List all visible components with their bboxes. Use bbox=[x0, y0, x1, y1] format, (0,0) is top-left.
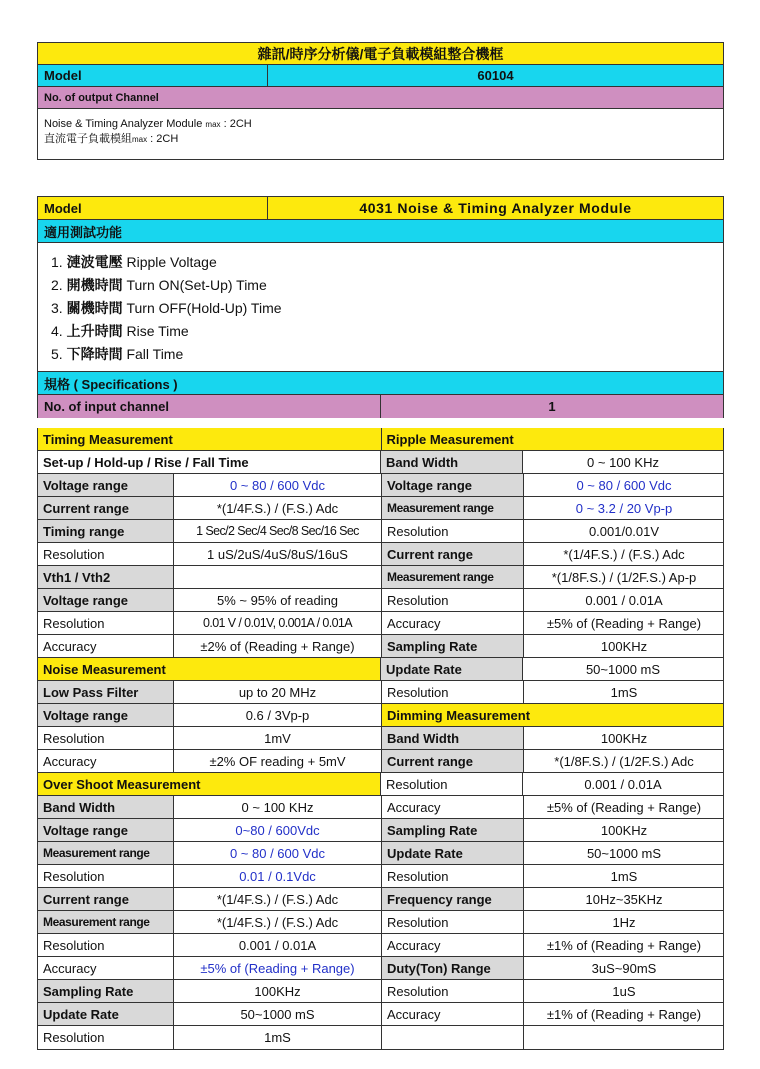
spec-value: ±5% of (Reading + Range) bbox=[523, 796, 724, 818]
section-header: Ripple Measurement bbox=[382, 428, 724, 450]
spec-label: Resolution bbox=[387, 523, 449, 539]
spec-value: *(1/4F.S.) / (F.S.) Adc bbox=[173, 888, 381, 910]
spec-row bbox=[38, 520, 723, 543]
spec-value: 1uS bbox=[523, 980, 724, 1002]
spec-row bbox=[38, 543, 723, 566]
spec-label: Sampling Rate bbox=[38, 980, 173, 1002]
chassis-model-label: Model bbox=[38, 65, 268, 86]
spec-label: Resolution bbox=[43, 1030, 105, 1045]
module-spec-box bbox=[37, 196, 724, 418]
spec-row bbox=[38, 612, 723, 635]
spec-value: 1 Sec/2 Sec/4 Sec/8 Sec/16 Sec bbox=[173, 520, 381, 542]
function-list-row bbox=[38, 243, 723, 372]
spec-row bbox=[38, 681, 723, 704]
function-name-en: Ripple Voltage bbox=[126, 254, 217, 270]
spec-value: 0.001 / 0.01A bbox=[523, 589, 724, 611]
spec-value: 1Hz bbox=[523, 911, 724, 933]
empty-cell bbox=[523, 1026, 724, 1049]
spec-value: 0 ~ 80 / 600 Vdc bbox=[173, 474, 381, 496]
spec-label: Accuracy bbox=[43, 753, 97, 769]
spec-row bbox=[38, 865, 723, 888]
spec-value: ±1% of (Reading + Range) bbox=[523, 1003, 724, 1025]
spec-value: 0.001 / 0.01A bbox=[522, 773, 723, 795]
spec-label: Resolution bbox=[387, 868, 449, 884]
chassis-model-row bbox=[38, 65, 723, 87]
spec-value: 0.01 / 0.1Vdc bbox=[173, 865, 381, 887]
spec-label: Resolution bbox=[387, 592, 449, 608]
spec-value: 100KHz bbox=[523, 635, 724, 657]
spec-row bbox=[38, 911, 723, 934]
spec-value: 50~1000 mS bbox=[522, 658, 723, 680]
function-item bbox=[51, 251, 282, 274]
spec-row bbox=[38, 1003, 723, 1026]
spec-value: 0.001 / 0.01A bbox=[173, 934, 381, 956]
spec-value: ±5% of (Reading + Range) bbox=[523, 612, 724, 634]
spec-label: Accuracy bbox=[387, 1006, 441, 1022]
spec-label: Resolution bbox=[387, 914, 449, 930]
spec-label: Update Rate bbox=[38, 1003, 173, 1025]
spec-row bbox=[38, 750, 723, 773]
function-number: 1. bbox=[51, 254, 63, 270]
function-item bbox=[51, 320, 282, 343]
section-header: Noise Measurement bbox=[38, 658, 380, 680]
function-name-zh: 關機時間 bbox=[66, 300, 123, 316]
chassis-channel-label: No. of output Channel bbox=[44, 91, 159, 104]
spec-value: 100KHz bbox=[523, 727, 724, 749]
spec-value: ±1% of (Reading + Range) bbox=[523, 934, 724, 956]
function-item bbox=[51, 274, 282, 297]
spec-label: Accuracy bbox=[43, 960, 97, 976]
spec-row bbox=[38, 658, 723, 681]
spec-label: Current range bbox=[382, 543, 523, 565]
chassis-title-row bbox=[38, 43, 723, 65]
chassis-channel-row bbox=[38, 87, 723, 109]
spec-value: 0 ~ 100 KHz bbox=[173, 796, 381, 818]
spec-row bbox=[38, 566, 723, 589]
spec-value: 0 ~ 80 / 600 Vdc bbox=[173, 842, 381, 864]
spec-label: Measurement range bbox=[38, 911, 173, 933]
spec-label: Accuracy bbox=[43, 638, 97, 654]
spec-label: Voltage range bbox=[382, 474, 523, 496]
spec-value: 0.001/0.01V bbox=[523, 520, 724, 542]
section-header: Dimming Measurement bbox=[382, 704, 723, 726]
spec-row bbox=[38, 589, 723, 612]
spec-label: Accuracy bbox=[387, 799, 441, 815]
module-model-value: 4031 Noise & Timing Analyzer Module bbox=[359, 200, 632, 216]
spec-label: Voltage range bbox=[38, 819, 173, 841]
spec-label: Voltage range bbox=[38, 704, 173, 726]
spec-value: 0 ~ 100 KHz bbox=[522, 451, 723, 473]
spec-label: Current range bbox=[382, 750, 523, 772]
spec-label: Voltage range bbox=[38, 474, 173, 496]
spec-header: 規格 ( Specifications ) bbox=[44, 376, 178, 392]
spec-row bbox=[38, 727, 723, 750]
spec-row bbox=[38, 451, 723, 474]
spec-row bbox=[38, 957, 723, 980]
spec-row bbox=[38, 704, 723, 727]
chassis-channel-detail-row bbox=[38, 109, 723, 159]
module-model-row bbox=[38, 197, 723, 220]
spec-label: Current range bbox=[38, 497, 173, 519]
spec-value: up to 20 MHz bbox=[173, 681, 381, 703]
spec-label: Update Rate bbox=[381, 658, 522, 680]
spec-label: Accuracy bbox=[387, 615, 441, 631]
spec-value: 0 ~ 3.2 / 20 Vp-p bbox=[523, 497, 724, 519]
spec-label: Sampling Rate bbox=[382, 635, 523, 657]
spec-value: *(1/4F.S.) / (F.S.) Adc bbox=[523, 543, 724, 565]
spec-value bbox=[173, 566, 381, 588]
subsection-header: Set-up / Hold-up / Rise / Fall Time bbox=[43, 454, 249, 470]
spec-row bbox=[38, 1026, 723, 1049]
spec-label: Resolution bbox=[43, 937, 105, 953]
spec-value: 50~1000 mS bbox=[523, 842, 724, 864]
spec-value: 1mV bbox=[173, 727, 381, 749]
function-list bbox=[38, 243, 282, 371]
spec-label: Resolution bbox=[43, 615, 105, 631]
chassis-channel-line-1: Noise & Timing Analyzer Module max : 2CH bbox=[44, 118, 252, 130]
spec-row bbox=[38, 888, 723, 911]
chassis-title: 雜訊/時序分析儀/電子負載模組整合機框 bbox=[257, 45, 504, 62]
spec-label: Resolution bbox=[43, 546, 105, 562]
spec-label: Low Pass Filter bbox=[38, 681, 173, 703]
function-header-row bbox=[38, 220, 723, 243]
spec-label: Band Width bbox=[381, 451, 522, 473]
chassis-channel-detail bbox=[38, 109, 258, 159]
spec-table bbox=[37, 428, 724, 1050]
spec-value: *(1/8F.S.) / (1/2F.S.) Ap-p bbox=[523, 566, 724, 588]
spec-label: Accuracy bbox=[387, 937, 441, 953]
spec-label: Duty(Ton) Range bbox=[382, 957, 523, 979]
spec-value: 100KHz bbox=[523, 819, 724, 841]
spec-header-row bbox=[38, 372, 723, 395]
spec-value: 1mS bbox=[523, 865, 724, 887]
spec-label: Sampling Rate bbox=[382, 819, 523, 841]
spec-row bbox=[38, 497, 723, 520]
spec-value: 0~80 / 600Vdc bbox=[173, 819, 381, 841]
chassis-model-value: 60104 bbox=[477, 68, 514, 83]
spec-value: 0.6 / 3Vp-p bbox=[173, 704, 381, 726]
spec-label: Resolution bbox=[386, 776, 448, 792]
spec-label: Resolution bbox=[387, 684, 449, 700]
function-name-zh: 下降時間 bbox=[66, 346, 123, 362]
function-name-zh: 開機時間 bbox=[66, 277, 123, 293]
spec-label: Vth1 / Vth2 bbox=[38, 566, 173, 588]
spec-value: 10Hz~35KHz bbox=[523, 888, 724, 910]
spec-label: Update Rate bbox=[382, 842, 523, 864]
spec-label: Resolution bbox=[387, 983, 449, 999]
function-header: 適用測試功能 bbox=[44, 224, 123, 240]
spec-value: 3uS~90mS bbox=[523, 957, 724, 979]
spec-row bbox=[38, 635, 723, 658]
spec-value: 1 uS/2uS/4uS/8uS/16uS bbox=[173, 543, 381, 565]
input-channel-label: No. of input channel bbox=[38, 395, 381, 418]
spec-label: Band Width bbox=[38, 796, 173, 818]
spec-label: Measurement range bbox=[382, 497, 523, 519]
section-header: Timing Measurement bbox=[38, 428, 381, 450]
function-name-en: Turn OFF(Hold-Up) Time bbox=[126, 300, 282, 316]
function-number: 5. bbox=[51, 346, 63, 362]
spec-value: *(1/4F.S.) / (F.S.) Adc bbox=[173, 911, 381, 933]
input-channel-row bbox=[38, 395, 723, 418]
spec-value: ±5% of (Reading + Range) bbox=[173, 957, 381, 979]
section-header: Over Shoot Measurement bbox=[38, 773, 380, 795]
spec-label: Band Width bbox=[382, 727, 523, 749]
function-number: 4. bbox=[51, 323, 63, 339]
function-name-en: Rise Time bbox=[126, 323, 189, 339]
spec-value: *(1/8F.S.) / (1/2F.S.) Adc bbox=[523, 750, 724, 772]
spec-value: 5% ~ 95% of reading bbox=[173, 589, 381, 611]
spec-label: Resolution bbox=[43, 730, 105, 746]
module-model-label: Model bbox=[38, 197, 268, 219]
function-number: 2. bbox=[51, 277, 63, 293]
input-channel-value: 1 bbox=[548, 399, 556, 414]
function-name-en: Turn ON(Set-Up) Time bbox=[126, 277, 267, 293]
spec-label: Current range bbox=[38, 888, 173, 910]
function-item bbox=[51, 297, 282, 320]
spec-value: 0.01 V / 0.01V, 0.001A / 0.01A bbox=[173, 612, 381, 634]
spec-value: 0 ~ 80 / 600 Vdc bbox=[523, 474, 724, 496]
spec-value: 50~1000 mS bbox=[173, 1003, 381, 1025]
spec-row bbox=[38, 842, 723, 865]
spec-row bbox=[38, 428, 723, 451]
spec-label: Frequency range bbox=[382, 888, 523, 910]
spec-label: Timing range bbox=[38, 520, 173, 542]
spec-row bbox=[38, 773, 723, 796]
function-name-zh: 漣波電壓 bbox=[66, 254, 123, 270]
function-name-en: Fall Time bbox=[126, 346, 184, 362]
spec-row bbox=[38, 980, 723, 1003]
spec-row bbox=[38, 819, 723, 842]
spec-label: Measurement range bbox=[382, 566, 523, 588]
spec-value: ±2% OF reading + 5mV bbox=[173, 750, 381, 772]
spec-row bbox=[38, 934, 723, 957]
empty-cell bbox=[382, 1026, 523, 1049]
spec-value: *(1/4F.S.) / (F.S.) Adc bbox=[173, 497, 381, 519]
function-item bbox=[51, 343, 282, 366]
spec-value: 1mS bbox=[523, 681, 724, 703]
spec-row bbox=[38, 796, 723, 819]
function-name-zh: 上升時間 bbox=[66, 323, 123, 339]
function-number: 3. bbox=[51, 300, 63, 316]
spec-value: 100KHz bbox=[173, 980, 381, 1002]
spec-value: ±2% of (Reading + Range) bbox=[173, 635, 381, 657]
chassis-channel-line-2: 直流電子負載模組max : 2CH bbox=[44, 133, 179, 145]
spec-label: Voltage range bbox=[38, 589, 173, 611]
spec-value: 1mS bbox=[173, 1026, 381, 1049]
spec-label: Resolution bbox=[43, 868, 105, 884]
spec-label: Measurement range bbox=[38, 842, 173, 864]
spec-row bbox=[38, 474, 723, 497]
chassis-spec-box bbox=[37, 42, 724, 160]
